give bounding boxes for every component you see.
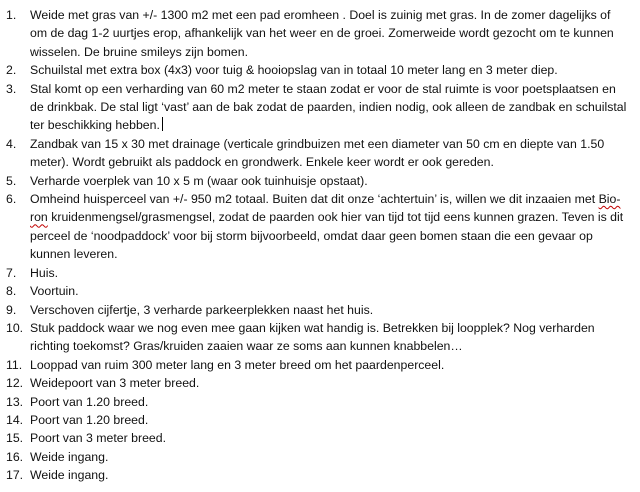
list-item: [6, 282, 630, 300]
list-text[interactable]: Poort van 3 meter breed.: [30, 431, 167, 446]
list-item: [6, 61, 630, 79]
list-item: [6, 411, 630, 429]
list-number: 11.: [6, 357, 23, 372]
list-item: [6, 172, 630, 190]
list-text[interactable]: Zandbak van 15 x 30 met drainage (verticale grindbuizen met een diameter van 50 cm en diepte van 1.50 meter). Wordt gebruikt als paddock en grondwerk. Enkele keer wordt er ook gereden.: [30, 136, 605, 170]
spellcheck-flagged-word: Bio-ron: [30, 192, 621, 225]
list-text[interactable]: Verharde voerplek van 10 x 5 m (waar ook tuinhuisje opstaat).: [30, 173, 368, 188]
list-number: 6.: [6, 192, 17, 207]
list-text[interactable]: Poort van 1.20 breed.: [30, 412, 149, 427]
list-item: [6, 301, 630, 319]
list-item: [6, 429, 630, 447]
list-item: [6, 264, 630, 282]
list-number: 16.: [6, 449, 24, 464]
list-item: [6, 319, 630, 356]
list-number: 13.: [6, 394, 24, 409]
numbered-list: [6, 6, 630, 485]
list-number: 9.: [6, 302, 17, 317]
list-item: [6, 356, 630, 374]
list-text[interactable]: Weidepoort van 3 meter breed.: [30, 376, 200, 391]
list-item: [6, 393, 630, 411]
list-text[interactable]: [30, 80, 630, 135]
list-number: 8.: [6, 284, 17, 299]
list-number: 4.: [6, 136, 17, 151]
list-number: 7.: [6, 265, 17, 280]
list-item: [6, 190, 630, 264]
list-text[interactable]: Looppad van ruim 300 meter lang en 3 meter breed om het paardenperceel.: [30, 357, 445, 372]
list-text[interactable]: Weide ingang.: [30, 449, 109, 464]
list-number: 2.: [6, 63, 17, 78]
list-number: 14.: [6, 412, 24, 427]
text-cursor: [162, 117, 163, 131]
list-text[interactable]: Stuk paddock waar we nog even mee gaan kijken wat handig is. Betrekken bij loopplek? Nog verharden richting toekomst? Gras/kruiden zaaien waar ze soms aan kunnen knabbelen…: [30, 320, 595, 354]
list-text-content: Stal komt op een verharding van 60 m2 meter te staan zodat er voor de stal ruimte is voor poetsplaatsen en de drinkbak. De stal ligt ‘vast’ aan de bak zodat de paarden, indien nodig, ook alleen de zandbak en schuilstal ter beschikking hebben.: [30, 81, 627, 133]
list-item: [6, 374, 630, 392]
list-item: [6, 466, 630, 484]
list-item: [6, 80, 630, 135]
list-text[interactable]: [30, 190, 630, 264]
list-number: 1.: [6, 8, 17, 22]
list-text[interactable]: Verschoven cijfertje, 3 verharde parkeerplekken naast het huis.: [30, 302, 374, 317]
list-item: [6, 6, 630, 61]
list-number: 3.: [6, 81, 17, 96]
list-text[interactable]: Schuilstal met extra box (4x3) voor tuig & hooiopslag van in totaal 10 meter lang en 3 meter diep.: [30, 63, 558, 78]
list-text[interactable]: Huis.: [30, 265, 59, 280]
list-text[interactable]: Weide met gras van +/- 1300 m2 met een pad eromheen . Doel is zuinig met gras. In de zomer dagelijks of om de dag 1-2 uurtjes erop, afhankelijk van het weer en de groei. Zomerweide wordt gezocht om te kunnen wisselen. De bruine smileys zijn bomen.: [30, 8, 614, 59]
list-number: 17.: [6, 468, 24, 483]
list-text[interactable]: Weide ingang.: [30, 468, 109, 483]
list-number: 12.: [6, 376, 24, 391]
list-item: [6, 135, 630, 172]
list-number: 10.: [6, 320, 24, 335]
list-text[interactable]: Poort van 1.20 breed.: [30, 394, 149, 409]
list-text-part: kruidenmengsel/grasmengsel, zodat de paarden ook hier van tijd tot tijd eens kunnen grazen. Teven is dit perceel de ‘noodpaddock’ voor bij storm bijvoorbeeld, omdat daar geen bomen staan die een gevaar op kunnen leveren.: [30, 210, 624, 262]
list-number: 5.: [6, 173, 17, 188]
list-number: 15.: [6, 431, 24, 446]
list-text[interactable]: Voortuin.: [30, 284, 79, 299]
list-item: [6, 448, 630, 466]
list-text-part: Omheind huisperceel van +/- 950 m2 totaal. Buiten dat dit onze ‘achtertuin’ is, willen we dit inzaaien met: [30, 192, 599, 207]
